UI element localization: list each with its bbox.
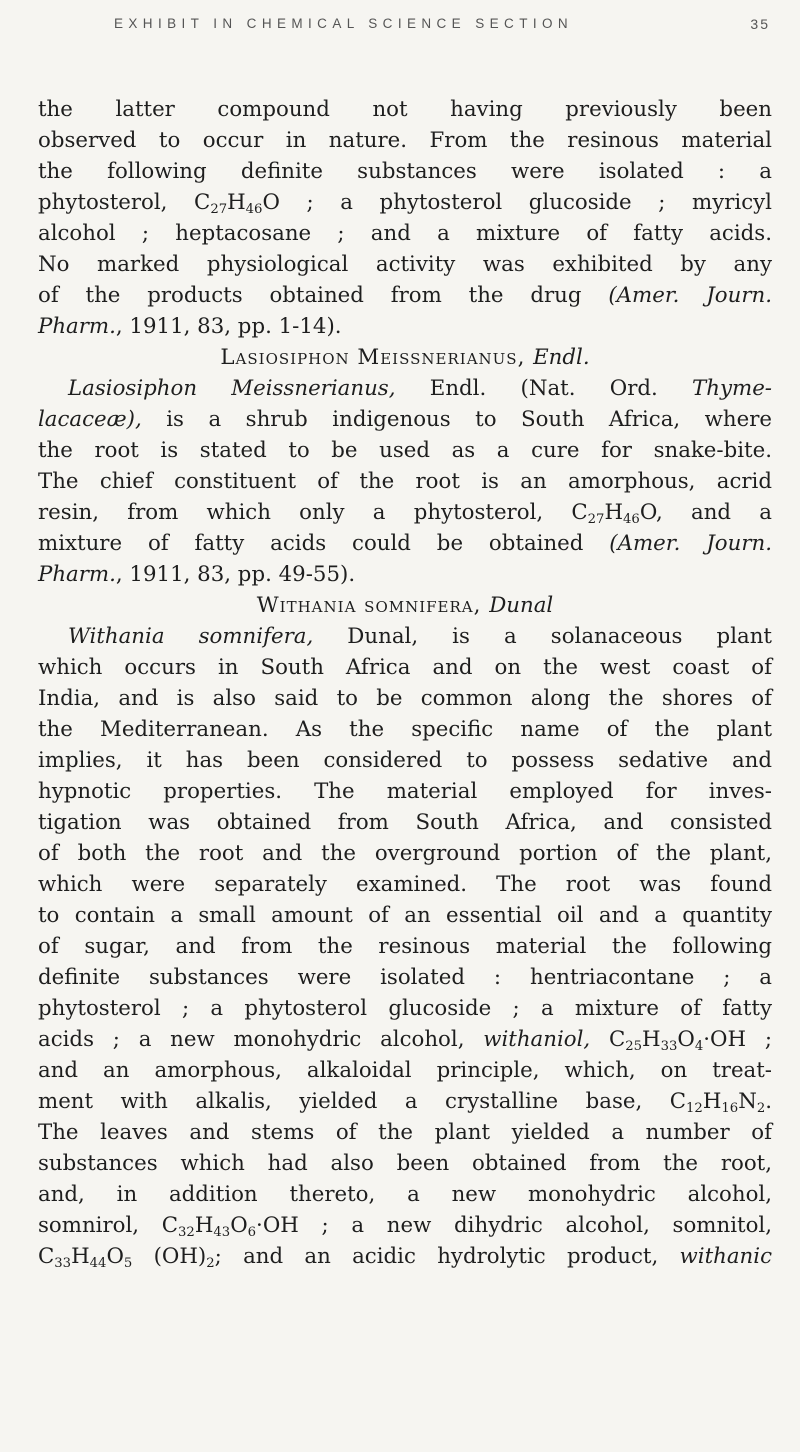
text-line: mixture of fatty acids could be obtained (Amer. Journ. bbox=[38, 531, 772, 556]
text-line: which were separately examined. The root was found bbox=[38, 872, 772, 897]
text-line: tigation was obtained from South Africa, and consisted bbox=[38, 810, 772, 835]
text-line: of the products obtained from the drug (Amer. Journ. bbox=[38, 283, 773, 308]
text-line: phytosterol ; a phytosterol glucoside ; a mixture of fatty bbox=[38, 996, 772, 1021]
text-line: alcohol ; heptacosane ; and a mixture of fatty acids. bbox=[38, 221, 772, 246]
text-line: the following definite substances were isolated : a bbox=[38, 159, 772, 184]
text-line: somnirol, $C_{32}H_{43}O_6\cdot OH$ ; a new dihydric alcohol, somnitol, bbox=[38, 1213, 772, 1240]
text-line: implies, it has been considered to possess sedative and bbox=[38, 748, 772, 773]
text-line: the root is stated to be used as a cure for snake-bite. bbox=[38, 438, 772, 463]
text-line: the Mediterranean. As the specific name of the plant bbox=[38, 717, 772, 742]
text-line: The leaves and stems of the plant yielded a number of bbox=[38, 1120, 772, 1145]
text-line: India, and is also said to be common along the shores of bbox=[38, 686, 772, 711]
text-line: phytosterol, $C_{27}H_{46}O$ ; a phytosterol glucoside ; myricyl bbox=[38, 190, 772, 217]
text-line: to contain a small amount of an essential oil and a quantity bbox=[38, 903, 772, 928]
text-line: observed to occur in nature. From the resinous material bbox=[38, 128, 772, 153]
text-line: and an amorphous, alkaloidal principle, which, on treat- bbox=[38, 1058, 772, 1083]
text-line: ment with alkalis, yielded a crystalline base, $C_{12}H_{16}N_2$. bbox=[38, 1089, 772, 1116]
text-line: and, in addition thereto, a new monohydric alcohol, bbox=[38, 1182, 772, 1207]
text-line: substances which had also been obtained from the root, bbox=[38, 1151, 772, 1176]
text-line: Pharm., 1911, 83, pp. 49-55). bbox=[38, 562, 356, 587]
text-line: Withania somnifera, Dunal, is a solanaceous plant bbox=[68, 624, 772, 649]
text-line: acids ; a new monohydric alcohol, withaniol, $C_{25}H_{33}O_4\cdot OH$ ; bbox=[38, 1027, 772, 1054]
text-line: resin, from which only a phytosterol, $C_{27}H_{46}O$, and a bbox=[38, 500, 772, 527]
body-text bbox=[38, 94, 772, 1272]
section-heading-lasiosiphon: Lasiosiphon Meissnerianus, Endl. bbox=[220, 345, 590, 370]
text-line: which occurs in South Africa and on the west coast of bbox=[38, 655, 772, 680]
running-head: EXHIBIT IN CHEMICAL SCIENCE SECTION bbox=[114, 16, 574, 31]
text-line: $C_{33}H_{44}O_5$ $(OH)_2$; and an acidic hydrolytic product, withanic bbox=[38, 1244, 772, 1271]
text-line: hypnotic properties. The material employed for inves- bbox=[38, 779, 772, 804]
page-number: 35 bbox=[750, 16, 770, 32]
text-line: of sugar, and from the resinous material the following bbox=[38, 934, 772, 959]
text-line: the latter compound not having previously been bbox=[38, 97, 772, 122]
text-line: of both the root and the overground portion of the plant, bbox=[38, 841, 772, 866]
text-line: The chief constituent of the root is an amorphous, acrid bbox=[38, 469, 772, 494]
text-line: Pharm., 1911, 83, pp. 1-14). bbox=[38, 314, 342, 339]
section-heading-withania: Withania somnifera, Dunal bbox=[256, 593, 554, 618]
text-line: definite substances were isolated : hentriacontane ; a bbox=[38, 965, 772, 990]
text-line: Lasiosiphon Meissnerianus, Endl. (Nat. Ord. Thyme- bbox=[68, 376, 772, 401]
text-line: lacaceæ), is a shrub indigenous to South Africa, where bbox=[38, 407, 772, 432]
text-line: No marked physiological activity was exhibited by any bbox=[38, 252, 772, 277]
